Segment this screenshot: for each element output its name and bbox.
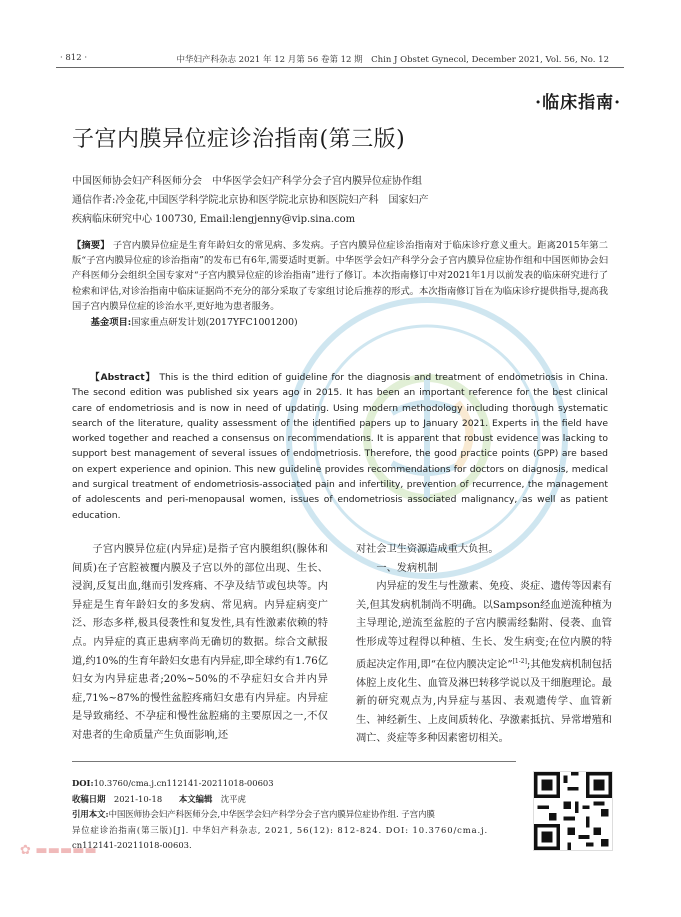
abstract-chinese bbox=[72, 238, 608, 330]
body-paragraph-continued: 对社会卫生资源造成重大负担。 bbox=[356, 544, 499, 555]
author-line: 中国医师协会妇产科医师分会 中华医学会妇产科学分会子宫内膜异位症协作组 bbox=[72, 176, 422, 187]
citation-line: cn112141-20211018-00603. bbox=[72, 840, 192, 851]
abstract-en-label: 【Abstract】 bbox=[90, 372, 156, 383]
citation-line: 异位症诊治指南(第三版)[J]. 中华妇产科杂志, 2021, 56(12): 812-824. DOI: 10.3760/cma.j. bbox=[72, 824, 489, 835]
editor-name: 沈平虎 bbox=[220, 793, 246, 804]
footer-divider bbox=[72, 761, 516, 762]
qr-code-icon[interactable] bbox=[533, 771, 613, 851]
cite-label: 引用本文: bbox=[72, 809, 109, 820]
body-paragraph bbox=[356, 578, 612, 749]
fund-label: 基金项目: bbox=[90, 317, 132, 329]
body-text: 内异症的发生与性激素、免疫、炎症、遗传等因素有关,但其发病机制尚不明确。以Sampson经血逆流种植为主导理论,逆流至盆腔的子宫内膜需经黏附、侵袭、血管性形成等过程得以种植、生长、发生病变;在位内膜的特质起决定作用,即“在位内膜决定论” bbox=[356, 581, 612, 670]
body-paragraph: 子宫内膜异位症(内异症)是指子宫内膜组织(腺体和间质)在子宫腔被覆内膜及子宫以外的部位出现、生长、浸润,反复出血,继而引发疼痛、不孕及结节或包块等。内异症是生育年龄妇女的多发病、常见病。内异症病变广泛、形态多样,极具侵袭性和复发性,具有性激素依赖的特点。内异症的真正患病率尚无确切的数据。综合文献报道,约10%的生育年龄妇女患有内异症,即全球约有1.76亿妇女为内异症患者;20%~50%的不孕症妇女合并内异症,71%~87%的慢性盆腔疼痛妇女患有内异症。内异症是导致痛经、不孕症和慢性盆腔痛的主要原因之一,不仅对患者的生命质量产生负面影响,还 bbox=[72, 544, 328, 741]
page-number: · 812 · bbox=[60, 53, 88, 63]
article-footer bbox=[72, 776, 558, 854]
section-tag: ·临床指南· bbox=[535, 93, 621, 113]
abstract-cn-label: 【摘要】 bbox=[72, 240, 110, 251]
citation-line: 中国医师协会妇产科医师分会,中华医学会妇产科学分会子宫内膜异位症协作组. 子宫内膜 bbox=[108, 809, 435, 820]
abstract-en-text: This is the third edition of guideline for the diagnosis and treatment of endometriosis in China. The second edition was published six years ago in 2015. It has been an important reference for the best clinical care of endometriosis and is now in need of updating. Using modern methodology including thorough systematic search of the literature, quality assessment of the identified papers up to January 2021. Experts in the field have worked together and reached a consensus on recommendations. It is apparent that robust evidence was lacking to support best management of several issues of endometriosis. Therefore, the good practice points (GPP) are based on expert experience and opinion. This new guideline provides recommendations for doctors on diagnosis, medical and surgical treatment of endometriosis-associated pain and infertility, prevention of recurrence, the management of adolescents and peri-menopausal women, issues of endometriosis associated malignancy, as well as patient education. bbox=[72, 372, 609, 521]
body-text: ;其他发病机制包括体腔上皮化生、血管及淋巴转移学说以及干细胞理论。最新的研究观点为,内异症与基因、表观遗传学、血管新生、神经新生、上皮间质转化、孕激素抵抗、异常增殖和凋亡、炎症等多种因素密切相关。 bbox=[356, 658, 612, 745]
publisher-logo-icon: ✿ ▬▬▬▬▬ bbox=[20, 843, 97, 858]
header-divider bbox=[56, 67, 624, 68]
editor-label: 本文编辑 bbox=[178, 793, 213, 804]
author-line: 疾病临床研究中心 100730, Email:lengjenny@vip.sina.com bbox=[72, 214, 356, 225]
body-right-column bbox=[356, 541, 612, 749]
doi-label: DOI: bbox=[72, 778, 94, 788]
abstract-cn-text: 子宫内膜异位症是生育年龄妇女的常见病、多发病。子宫内膜异位症诊治指南对于临床诊疗意义重大。距离2015年第二版“子宫内膜异位症的诊治指南”的发布已有6年,需要适时更新。中华医学会妇产科学分会子宫内膜异位症协作组和中国医师协会妇产科医师分会组织全国专家对“子宫内膜异位症的诊治指南”进行了修订。本次指南修订中对2021年1月以前发表的临床研究进行了检索和评估,对诊治指南中临床证据尚不充分的部分采取了专家组讨论后推荐的形式。本次指南修订旨在为临床诊疗提供指导,提高我国子宫内膜异位症的诊治水平,更好地为患者服务。 bbox=[72, 240, 608, 312]
abstract-english bbox=[72, 370, 608, 523]
citation[interactable]: [1-2] bbox=[512, 657, 527, 665]
author-line: 通信作者:冷金花,中国医学科学院北京协和医学院北京协和医院妇产科 国家妇产 bbox=[72, 195, 429, 206]
received-date: 2021-10-18 bbox=[113, 793, 163, 804]
journal-running-header: 中华妇产科杂志 2021 年 12 月第 56 卷第 12 期 Chin J Obstet Gynecol, December 2021, Vol. 56, No. 12 bbox=[176, 55, 609, 65]
doi[interactable]: 10.3760/cma.j.cn112141-20211018-00603 bbox=[93, 778, 274, 788]
section-heading: 一、发病机制 bbox=[376, 562, 438, 574]
author-block bbox=[72, 172, 542, 229]
article-title: 子宫内膜异位症诊治指南(第三版) bbox=[72, 127, 406, 152]
fund-text: 国家重点研发计划(2017YFC1001200) bbox=[131, 317, 298, 329]
received-label: 收稿日期 bbox=[72, 793, 106, 804]
body-left-column bbox=[72, 541, 328, 746]
